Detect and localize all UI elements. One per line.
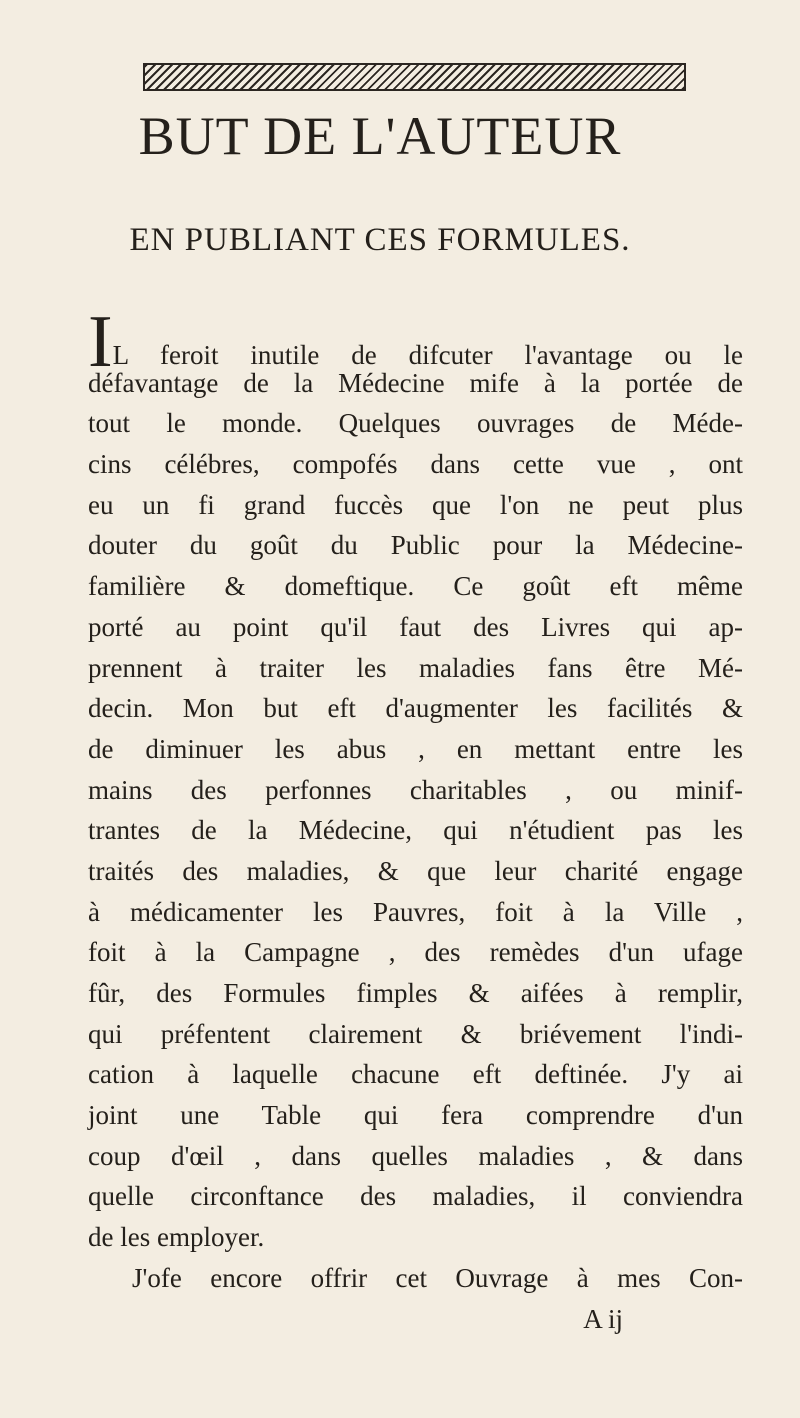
paragraph-lines [88, 363, 743, 1217]
text-line: cation à laquelle chacune eft deftinée. J'y ai [88, 1059, 743, 1090]
text-line: joint une Table qui fera comprendre d'un [88, 1100, 743, 1131]
text-line: douter du goût du Public pour la Médecine- [88, 530, 743, 561]
text-line: tout le monde. Quelques ouvrages de Méde- [88, 408, 743, 439]
text-line: de diminuer les abus , en mettant entre les [88, 733, 743, 764]
text-line: traités des maladies, & que leur charité engage [88, 855, 743, 886]
drop-cap: I [88, 301, 113, 383]
page-subtitle: EN PUBLIANT CES FORMULES. [129, 222, 631, 258]
text-line: eu un fi grand fuccès que l'on ne peut plus [88, 489, 743, 520]
text-line: familière & domeftique. Ce goût eft même [88, 571, 743, 602]
first-line-text: L feroit inutile de difcuter l'avantage ou le [112, 340, 743, 370]
text-line: trantes de la Médecine, qui n'étudient pas les [88, 815, 743, 846]
text-line: quelle circonftance des maladies, il conviendra [88, 1181, 743, 1212]
body-text [88, 301, 743, 1339]
next-paragraph-line: J'ofe encore offrir cet Ouvrage à mes Con- [132, 1262, 743, 1293]
page-title: BUT DE L'AUTEUR [138, 106, 622, 166]
text-line: foit à la Campagne , des remèdes d'un ufage [88, 937, 743, 968]
signature-mark: A ij [583, 1303, 623, 1334]
text-line: fûr, des Formules fimples & aifées à remplir, [88, 978, 743, 1008]
text-line: coup d'œil , dans quelles maladies , & dans [88, 1140, 743, 1171]
paragraph-end-line: de les employer. [88, 1222, 265, 1253]
text-line: à médicamenter les Pauvres, foit à la Ville , [88, 896, 743, 927]
text-line: porté au point qu'il faut des Livres qui ap- [88, 611, 743, 642]
text-line: qui préfentent clairement & briévement l'indi- [88, 1018, 743, 1049]
text-line: cins célébres, compofés dans cette vue , ont [88, 449, 743, 480]
text-line: défavantage de la Médecine mife à la portée de [88, 367, 743, 398]
decorative-header-band [143, 63, 686, 91]
text-line: prennent à traiter les maladies fans être Mé- [88, 652, 743, 683]
text-line: mains des perfonnes charitables , ou minif- [88, 774, 743, 805]
text-line: decin. Mon but eft d'augmenter les facilités & [88, 693, 743, 724]
